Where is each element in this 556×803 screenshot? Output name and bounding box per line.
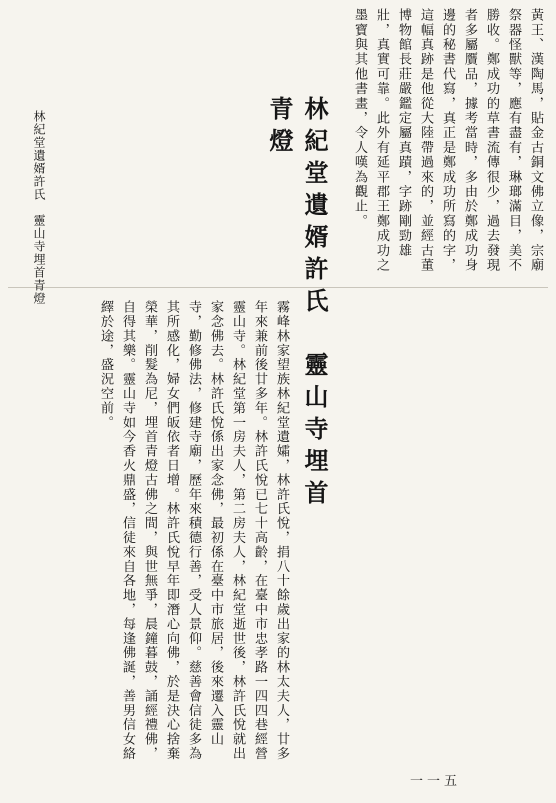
section-divider [8, 287, 548, 288]
running-footer: 林紀堂遺婿許氏 靈山寺埋首青燈 [32, 110, 46, 305]
article-title: 林紀堂遺婿許氏 靈山寺埋首青燈 [265, 96, 329, 512]
page-number: 一一五 [410, 774, 462, 789]
article-body: 霧峰林家望族林紀堂遺孀，林許氏悅，捐八十餘歲出家的林太夫人，廿多年來兼前後廿多年。林許氏悅已七十高齡，在臺中市忠孝路一四四巷經營靈山寺。林紀堂第一房夫人，第二房夫人，林紀堂逝世後，林許氏悅就出家念佛去。林許氏悅係出家念佛，最初係在臺中市旅居，後來遷入靈山寺，勤修佛法，修建寺廟，歷年來積德行善，受人景仰。慈善會信徒多為其所感化，婦女們皈依者日增。林許氏悅早年即潛心向佛，於是決心捨棄榮華，削髮為尼，埋首青燈古佛之間，與世無爭，晨鐘暮鼓，誦經禮佛，自得其樂。靈山寺如今香火鼎盛，信徒來自各地，每逢佛誕，善男信女絡繹於途，盛況空前。 [98, 300, 289, 761]
upper-section-text: 黃王、漢陶馬，貼金古銅文佛立像，宗廟祭器怪獸等，應有盡有，琳瑯滿目，美不勝收。鄭成功的草書流傳很少，過去發現者多屬贋品，據考當時，多由於鄭成功身邊的秘書代寫，真正是鄭成功所寫的字，這幅真跡是他從大陸帶過來的，並經古董博物館長莊嚴鑑定屬真蹟，字跡剛勁雄壯，真實可靠。此外有延平郡王鄭成功之墨寶與其他書畫，令人嘆為觀止。 [352, 8, 543, 273]
